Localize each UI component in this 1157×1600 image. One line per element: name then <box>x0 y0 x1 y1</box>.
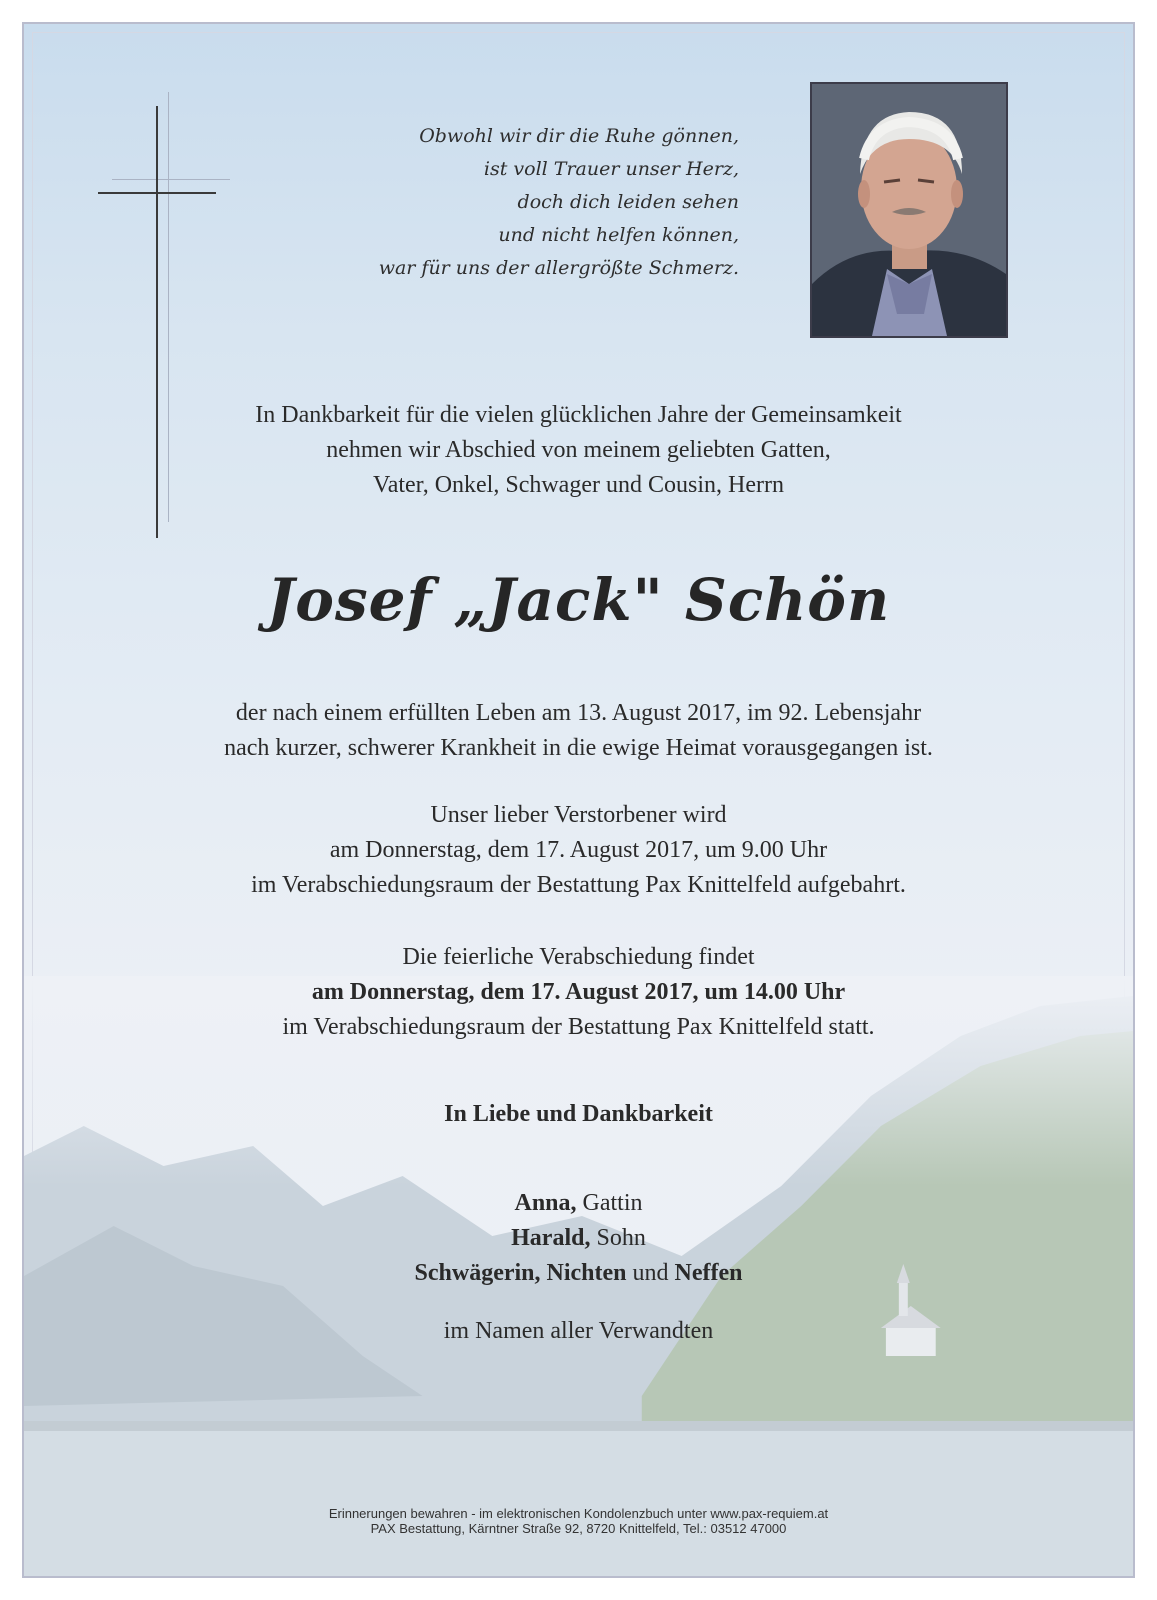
portrait-photo <box>810 82 1008 338</box>
viewing-line: Unser lieber Verstorbener wird <box>430 802 727 828</box>
obituary-card <box>22 22 1135 1578</box>
deceased-name: Josef „Jack" Schön <box>266 566 891 634</box>
footer-line: PAX Bestattung, Kärntner Straße 92, 8720 Knittelfeld, Tel.: 03512 47000 <box>370 1521 787 1536</box>
closing-text: In Liebe und Dankbarkeit <box>444 1101 713 1127</box>
intro-line: In Dankbarkeit für die vielen glücklichen Jahre der Gemeinsamkeit <box>255 402 902 428</box>
ceremony-info <box>24 940 1133 1045</box>
viewing-line: im Verabschiedungsraum der Bestattung Pax Knittelfeld aufgebahrt. <box>251 872 906 898</box>
cross-bar <box>98 192 216 194</box>
poem <box>379 120 739 285</box>
poem-line: und nicht helfen können, <box>498 224 739 246</box>
viewing-line: am Donnerstag, dem 17. August 2017, um 9.00 Uhr <box>329 837 828 863</box>
intro-line: Vater, Onkel, Schwager und Cousin, Herrn <box>373 472 784 498</box>
mourner-connector: und <box>632 1260 669 1286</box>
mourner-name: Neffen <box>674 1260 743 1286</box>
death-info <box>24 696 1133 766</box>
poem-line: Obwohl wir dir die Ruhe gönnen, <box>419 125 739 147</box>
ceremony-line: Die feierliche Verabschiedung findet <box>402 944 755 970</box>
mourner-role: Sohn <box>596 1225 646 1251</box>
mourner-name: Harald, <box>511 1225 591 1251</box>
death-info-line: nach kurzer, schwerer Krankheit in die ewige Heimat vorausgegangen ist. <box>224 735 933 761</box>
death-info-line: der nach einem erfüllten Leben am 13. August 2017, im 92. Lebensjahr <box>235 700 922 726</box>
footer-line: Erinnerungen bewahren - im elektronischen Kondolenzbuch unter www.pax-requiem.at <box>328 1506 829 1521</box>
mourner-relatives <box>24 1256 1133 1291</box>
footer <box>24 1506 1133 1536</box>
viewing-info <box>24 798 1133 903</box>
mourner-role: Gattin <box>582 1190 643 1216</box>
intro-line: nehmen wir Abschied von meinem geliebten Gatten, <box>326 437 831 463</box>
poem-line: doch dich leiden sehen <box>517 191 739 213</box>
mourner-name: Anna, <box>514 1190 577 1216</box>
mourner-anna <box>24 1186 1133 1221</box>
poem-line: ist voll Trauer unser Herz, <box>483 158 739 180</box>
ceremony-date: am Donnerstag, dem 17. August 2017, um 14.00 Uhr <box>311 979 846 1005</box>
mourner-name: Schwägerin, Nichten <box>414 1260 627 1286</box>
intro-text <box>24 398 1133 503</box>
cross-shadow-bar <box>112 179 230 180</box>
mourners-list <box>24 1186 1133 1291</box>
ceremony-line: im Verabschiedungsraum der Bestattung Pax Knittelfeld statt. <box>282 1014 875 1040</box>
on-behalf-text: im Namen aller Verwandten <box>443 1318 714 1344</box>
mourner-harald <box>24 1221 1133 1256</box>
poem-line: war für uns der allergrößte Schmerz. <box>378 257 739 279</box>
